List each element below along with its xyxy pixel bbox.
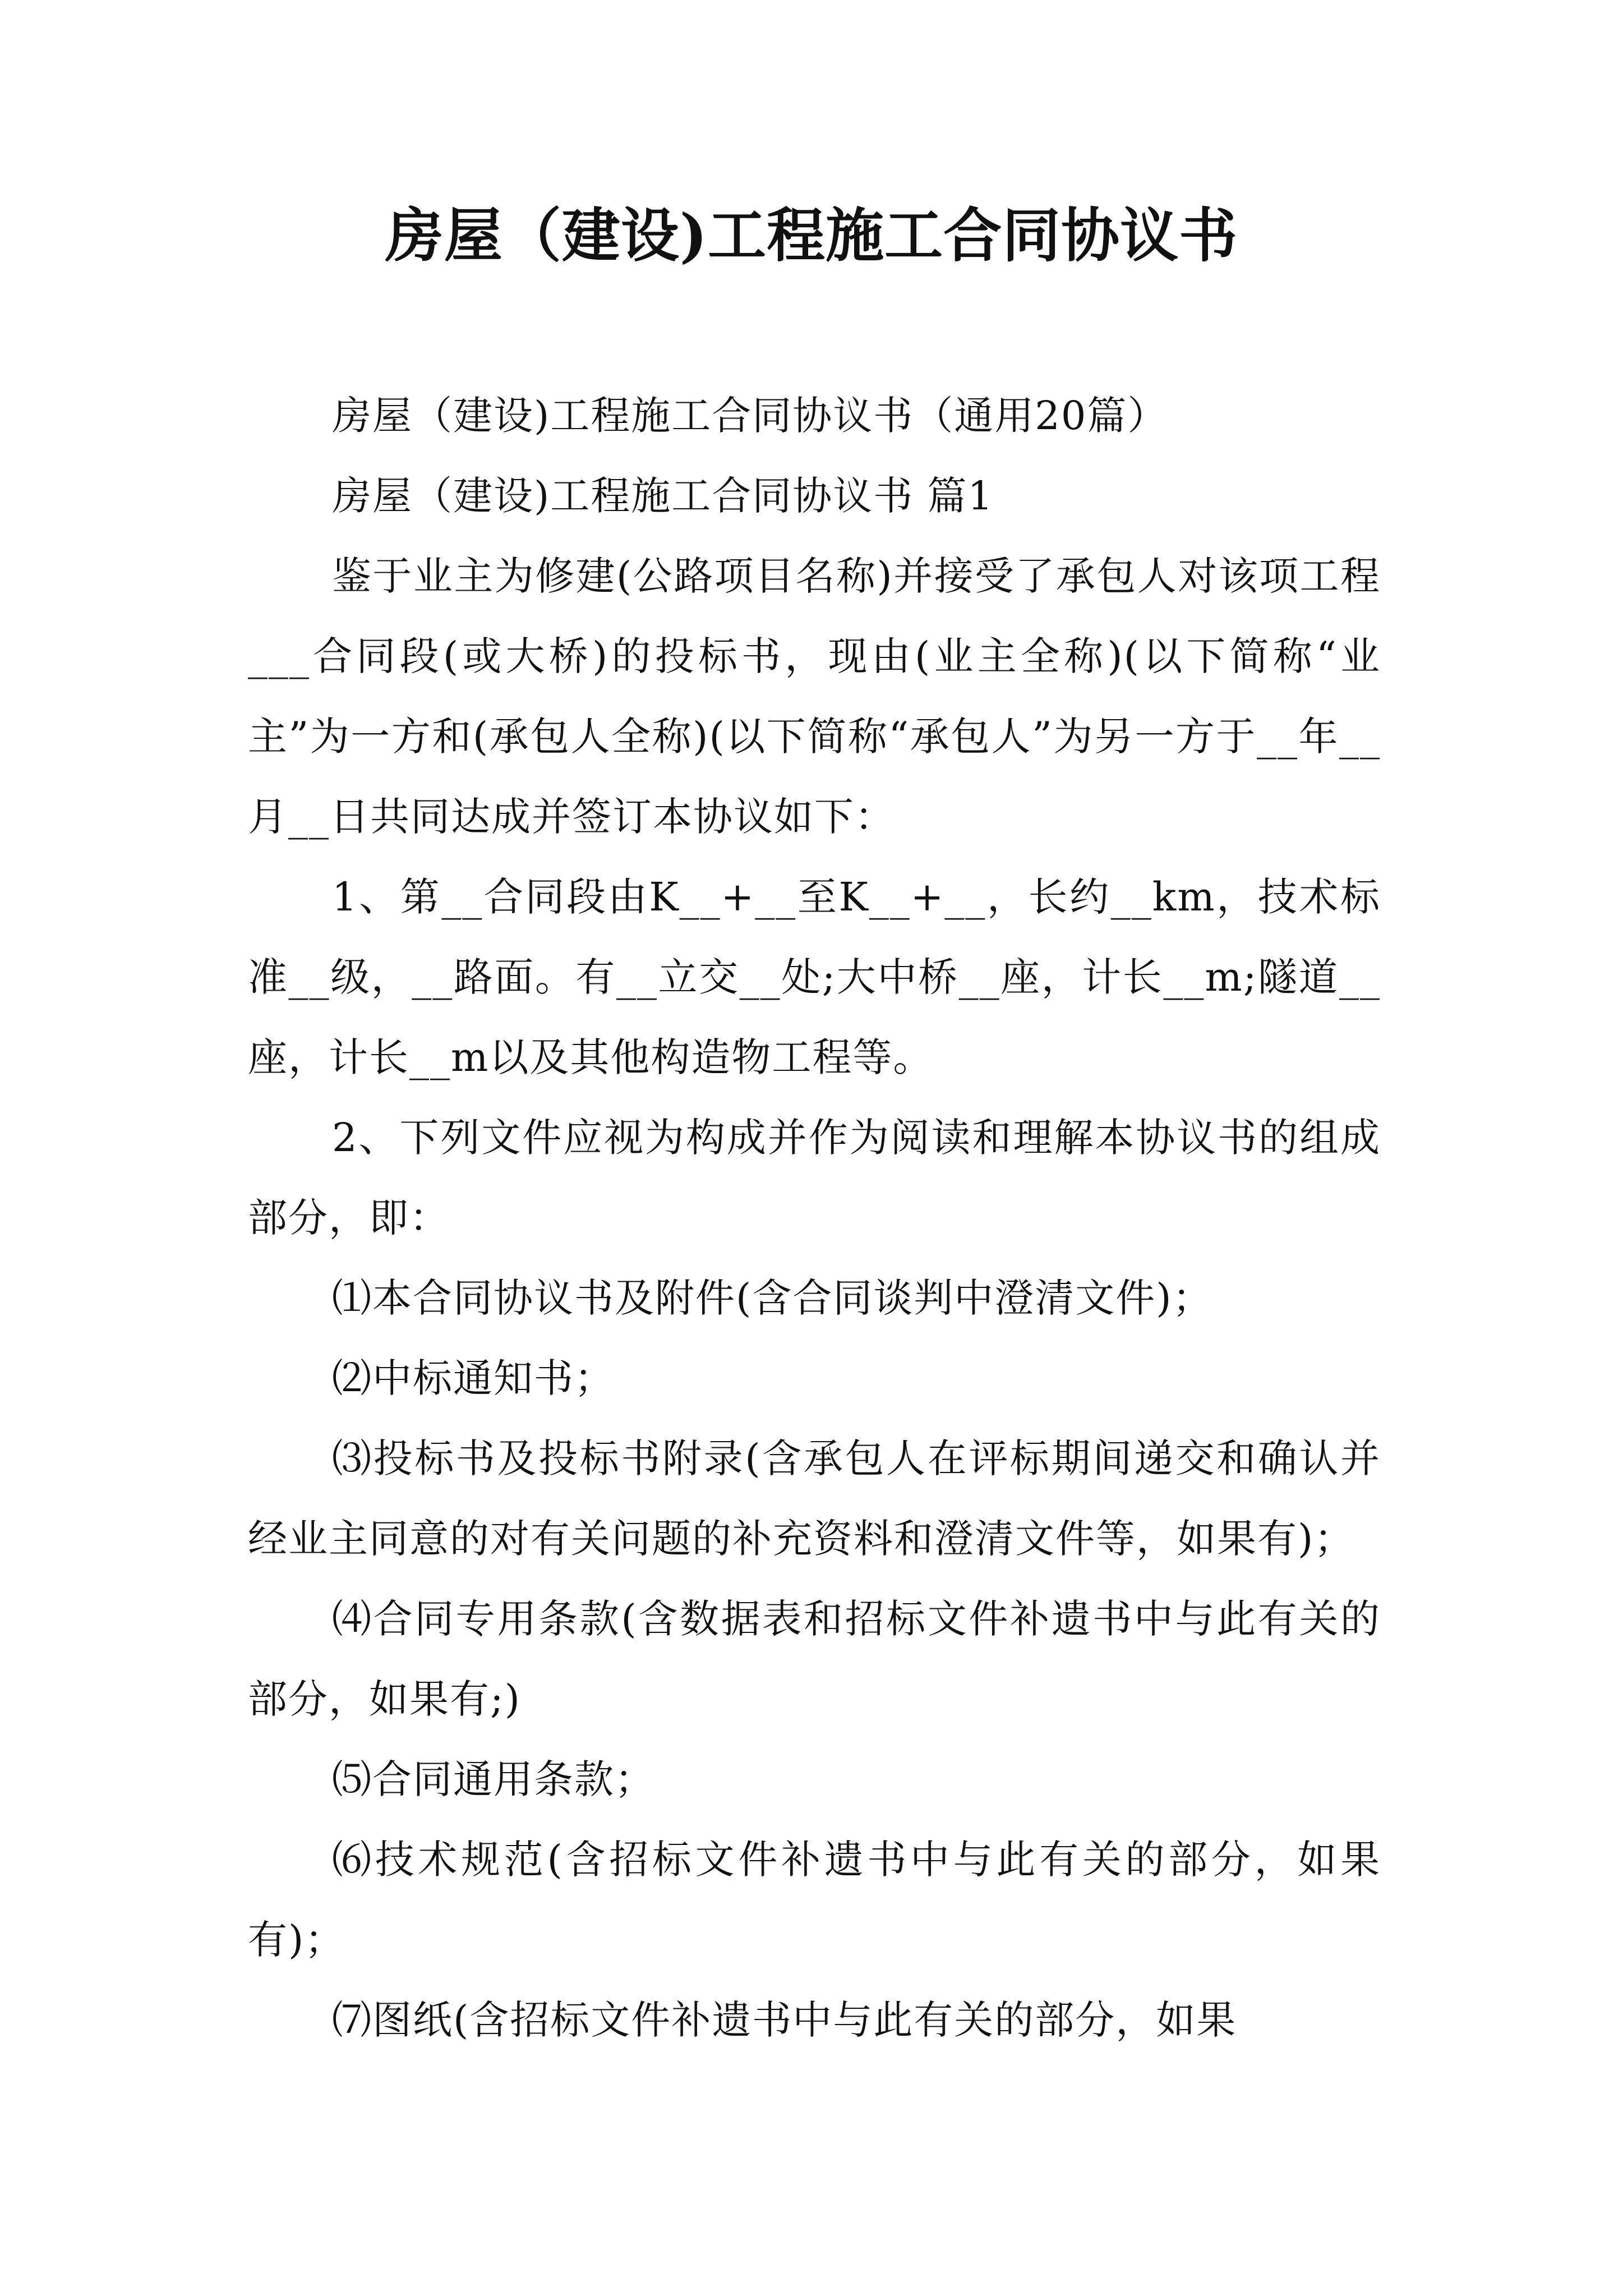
document-title: 房屋（建设)工程施工合同协议书 [385,201,1238,270]
list-item-7: ⑺图纸(含招标文件补遗书中与此有关的部分，如果 [332,1997,1237,2043]
paragraph-preamble: 鉴于业主为修建(公路项目名称)并接受了承包人对该项工程___合同段(或大桥)的投标书，现由(业主全称)(以下简称“业主”为一方和(承包人全称)(以下简称“承包人”为另一方于__年__月__日共同达成并签订本协议如下： [248,553,1381,840]
paragraph-section-heading: 房屋（建设)工程施工合同协议书 篇1 [332,473,994,519]
list-item-4: ⑷合同专用条款(含数据表和招标文件补遗书中与此有关的部分，如果有;) [248,1596,1381,1722]
paragraph-clause-1: 1、第__合同段由K__+__至K__+__，长约__km，技术标准__级，__路面。有__立交__处;大中桥__座，计长__m;隧道__座，计长__m以及其他构造物工程等。 [248,874,1381,1080]
document-body [248,376,1381,2060]
list-item-2: ⑵中标通知书； [332,1355,615,1401]
list-item-5: ⑸合同通用条款； [332,1756,655,1802]
paragraph-subtitle: 房屋（建设)工程施工合同协议书（通用20篇） [332,393,1168,439]
list-item-3: ⑶投标书及投标书附录(含承包人在评标期间递交和确认并经业主同意的对有关问题的补充资料和澄清文件等，如果有)； [248,1435,1381,1562]
list-item-1: ⑴本合同协议书及附件(含合同谈判中澄清文件)； [332,1275,1213,1321]
list-item-6: ⑹技术规范(含招标文件补遗书中与此有关的部分，如果有)； [248,1837,1381,1963]
paragraph-clause-2: 2、下列文件应视为构成并作为阅读和理解本协议书的组成部分，即： [248,1115,1381,1241]
